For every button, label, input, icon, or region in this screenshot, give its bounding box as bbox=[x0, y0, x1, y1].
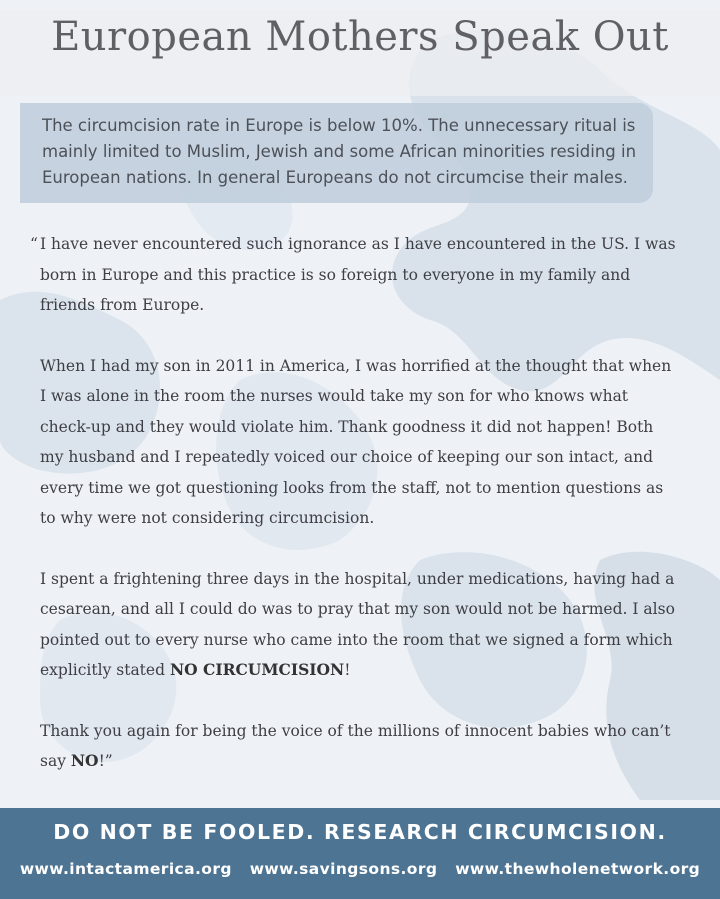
intro-text: The circumcision rate in Europe is below 10%. The unnecessary ritual is mainly limited to Muslim, Jewish and some African minorities residing in European nations. In general Europeans do not circumcise their males. bbox=[42, 116, 637, 187]
quote-paragraph-2: When I had my son in 2011 in America, I was horrified at the thought that when I was alone in the room the nurses would take my son for who knows what check-up and they would violate him. Thank goodness it did not happen! Both my husband and I repeatedly voiced our choice of keeping our son intact, and every time we got questioning looks from the staff, not to mention questions as to why were not considering circumcision. bbox=[40, 356, 672, 527]
testimonial-quote bbox=[30, 229, 680, 807]
quote-paragraph-3 bbox=[40, 564, 680, 686]
footer-slogan: DO NOT BE FOOLED. RESEARCH CIRCUMCISION. bbox=[53, 820, 667, 844]
link-savingsons[interactable]: www.savingsons.org bbox=[249, 860, 438, 878]
footer-banner bbox=[0, 808, 720, 899]
quote-paragraph-3-end: ! bbox=[344, 661, 351, 679]
quote-paragraph-4-end: !” bbox=[98, 752, 113, 770]
page-title: European Mothers Speak Out bbox=[51, 14, 669, 60]
quote-paragraph-4-text: Thank you again for being the voice of the millions of innocent babies who can’t say bbox=[40, 721, 671, 770]
footer-links bbox=[0, 860, 720, 878]
quote-paragraph-1: I have never encountered such ignorance as I have encountered in the US. I was born in Europe and this practice is so foreign to everyone in my family and friends from Europe. bbox=[40, 235, 676, 314]
quote-paragraph-4 bbox=[40, 716, 680, 777]
quote-paragraph-4-emphasis: NO bbox=[70, 751, 99, 770]
quote-paragraph-3-emphasis: NO CIRCUMCISION bbox=[169, 660, 345, 679]
open-quote-mark: “ bbox=[30, 235, 38, 253]
link-intactamerica[interactable]: www.intactamerica.org bbox=[19, 860, 232, 878]
link-thewholenetwork[interactable]: www.thewholenetwork.org bbox=[455, 860, 701, 878]
quote-paragraph-3-text: I spent a frightening three days in the hospital, under medications, having had a cesarean, and all I could do was to pray that my son would not be harmed. I also pointed out to every nurse who came into the room that we signed a form which explicitly stated bbox=[40, 569, 675, 679]
